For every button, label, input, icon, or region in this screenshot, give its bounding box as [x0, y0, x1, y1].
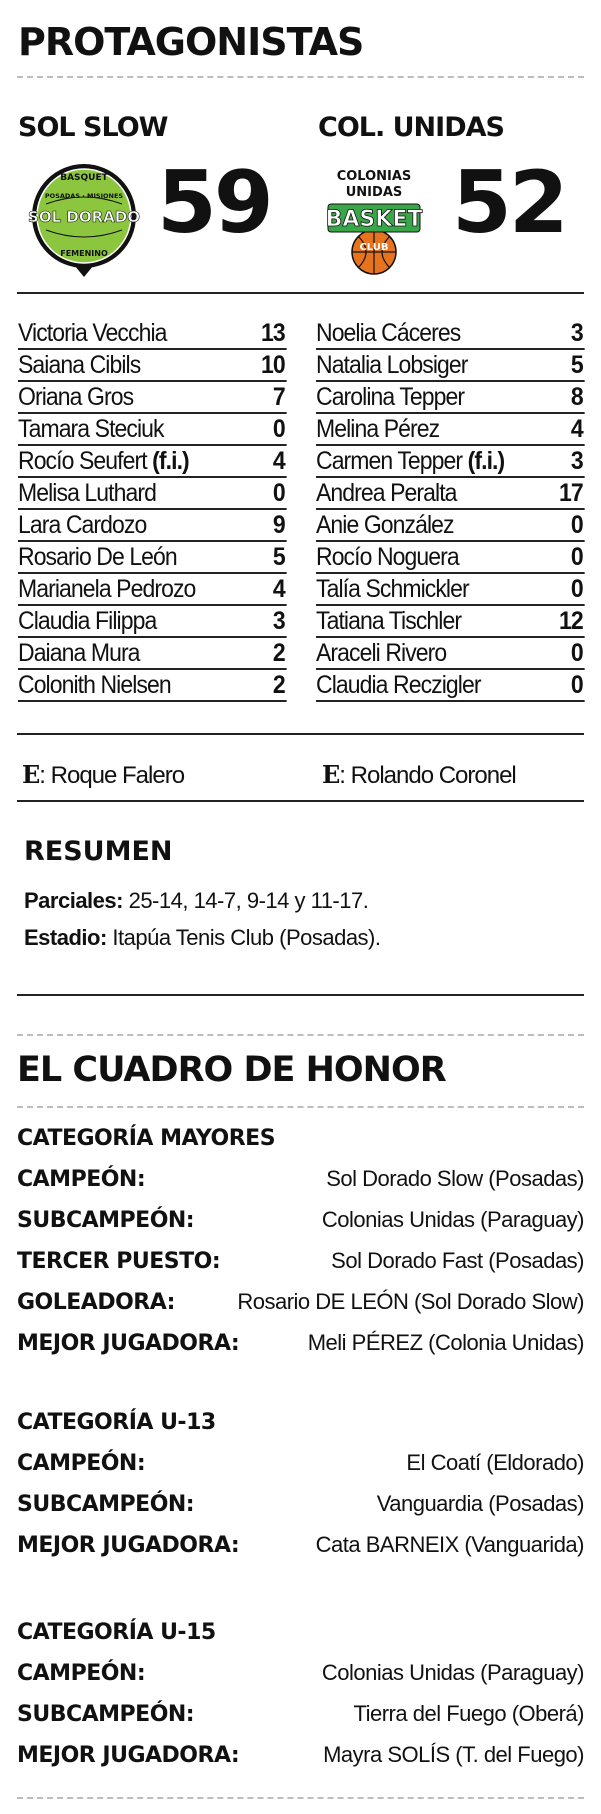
player-points: 3 — [570, 447, 583, 475]
divider — [17, 1797, 584, 1799]
player-row — [316, 414, 585, 446]
honor-title: EL CUADRO DE HONOR — [17, 1050, 446, 1090]
honor-row — [17, 1207, 584, 1245]
player-name: Rocío Seufert — [18, 447, 147, 475]
player-row — [316, 510, 585, 542]
player-name-wrap — [18, 511, 146, 540]
player-name: Colonith Nielsen — [18, 671, 171, 699]
player-name: Natalia Lobsiger — [316, 351, 468, 379]
logo-bottom-text: CLUB — [359, 242, 389, 253]
away-coach — [322, 760, 516, 790]
logo-main-text: BASKET — [325, 207, 423, 232]
player-points: 3 — [272, 607, 285, 635]
player-name-wrap — [316, 383, 464, 412]
player-name-wrap — [316, 447, 504, 476]
player-name: Oriana Gros — [18, 383, 134, 411]
honor-value: Cata BARNEIX (Vanguarida) — [315, 1532, 584, 1557]
category-title: CATEGORÍA MAYORES — [17, 1126, 276, 1151]
player-points: 10 — [261, 351, 285, 379]
sol-dorado-logo — [26, 160, 142, 278]
honor-value: Vanguardia (Posadas) — [376, 1491, 584, 1516]
player-name-wrap — [316, 415, 439, 444]
player-points: 0 — [570, 543, 583, 571]
honor-label: MEJOR JUGADORA: — [17, 1743, 240, 1768]
player-name: Noelia Cáceres — [316, 319, 461, 347]
player-name: Melisa Luthard — [18, 479, 156, 507]
honor-row — [17, 1660, 584, 1698]
away-roster — [316, 318, 585, 702]
honor-value: Meli PÉREZ (Colonia Unidas) — [307, 1330, 584, 1355]
player-row — [18, 670, 287, 702]
player-points: 12 — [559, 607, 583, 635]
honor-value: El Coatí (Eldorado) — [406, 1450, 584, 1475]
honor-row — [17, 1742, 584, 1780]
player-name: Melina Pérez — [316, 415, 440, 443]
player-name-wrap — [18, 319, 167, 348]
player-name: Rocío Noguera — [316, 543, 459, 571]
honor-label: SUBCAMPEÓN: — [17, 1702, 195, 1727]
home-team-name: SOL SLOW — [18, 112, 168, 143]
home-roster — [18, 318, 287, 702]
player-row — [316, 574, 585, 606]
honor-value: Colonias Unidas (Paraguay) — [321, 1207, 584, 1232]
honor-row — [17, 1166, 584, 1204]
player-row — [316, 638, 585, 670]
player-name: Carolina Tepper — [316, 383, 465, 411]
logo-top-text: BASQUET — [60, 173, 108, 183]
parciales-value: 25-14, 14-7, 9-14 y 11-17. — [122, 888, 369, 913]
player-row — [316, 382, 585, 414]
player-name: Lara Cardozo — [18, 511, 147, 539]
player-points: 7 — [272, 383, 285, 411]
player-row — [18, 446, 287, 478]
player-name: Carmen Tepper — [316, 447, 463, 475]
colonias-unidas-logo — [322, 166, 426, 276]
honor-label: CAMPEÓN: — [17, 1451, 146, 1476]
player-name-wrap — [316, 575, 469, 604]
player-row — [18, 350, 287, 382]
logo-line1-text: COLONIAS — [336, 169, 412, 184]
honor-value: Mayra SOLÍS (T. del Fuego) — [323, 1742, 584, 1767]
player-name-wrap — [18, 447, 189, 476]
page-title: PROTAGONISTAS — [18, 20, 364, 64]
divider — [17, 1034, 584, 1036]
honor-label: SUBCAMPEÓN: — [17, 1492, 195, 1517]
player-points: 17 — [559, 479, 583, 507]
player-points: 2 — [272, 671, 285, 699]
player-name-wrap — [18, 671, 171, 700]
player-row — [18, 638, 287, 670]
logo-main-text: SOL DORADO — [28, 208, 140, 226]
honor-label: CAMPEÓN: — [17, 1167, 146, 1192]
player-row — [18, 606, 287, 638]
player-row — [18, 414, 287, 446]
coach-prefix: E — [22, 760, 40, 789]
player-name-wrap — [18, 607, 156, 636]
player-name-wrap — [18, 479, 156, 508]
player-points: 0 — [570, 511, 583, 539]
player-name-wrap — [18, 383, 133, 412]
player-points: 13 — [261, 319, 285, 347]
honor-value: Sol Dorado Fast (Posadas) — [331, 1248, 584, 1273]
logo-line2-text: UNIDAS — [345, 185, 403, 200]
player-name: Rosario De León — [18, 543, 177, 571]
player-name-wrap — [316, 511, 454, 540]
summary-title: RESUMEN — [24, 836, 173, 867]
player-points: 5 — [272, 543, 285, 571]
player-points: 5 — [570, 351, 583, 379]
player-points: 0 — [272, 479, 285, 507]
honor-label: MEJOR JUGADORA: — [17, 1331, 240, 1356]
logo-sub-text: POSADAS · MISIONES — [44, 192, 124, 200]
honor-row — [17, 1532, 584, 1570]
home-score: 59 — [157, 153, 271, 253]
player-name-wrap — [316, 351, 467, 380]
player-name: Talía Schmickler — [316, 575, 469, 603]
player-row — [18, 510, 287, 542]
honor-label: SUBCAMPEÓN: — [17, 1208, 195, 1233]
divider — [17, 76, 584, 78]
player-name: Tatiana Tischler — [316, 607, 462, 635]
divider — [17, 994, 584, 996]
player-name: Anie González — [316, 511, 454, 539]
player-name-wrap — [18, 639, 140, 668]
player-points: 0 — [570, 575, 583, 603]
player-points: 0 — [570, 639, 583, 667]
parciales-label: Parciales: — [24, 888, 123, 913]
divider — [17, 800, 584, 802]
player-row — [316, 318, 585, 350]
player-name-wrap — [316, 543, 459, 572]
player-name: Tamara Steciuk — [18, 415, 164, 443]
player-note: (f.i.) — [152, 447, 189, 475]
away-score: 52 — [452, 153, 566, 253]
player-name: Andrea Peralta — [316, 479, 457, 507]
coach-prefix: E — [322, 760, 340, 789]
player-name: Daiana Mura — [18, 639, 140, 667]
honor-row — [17, 1491, 584, 1529]
home-coach — [22, 760, 184, 790]
player-row — [316, 446, 585, 478]
player-row — [316, 670, 585, 702]
honor-label: GOLEADORA: — [17, 1290, 175, 1315]
honor-row — [17, 1701, 584, 1739]
honor-row — [17, 1289, 584, 1327]
honor-label: CAMPEÓN: — [17, 1661, 146, 1686]
player-row — [316, 606, 585, 638]
player-row — [18, 318, 287, 350]
honor-value: Sol Dorado Slow (Posadas) — [326, 1166, 584, 1191]
coach-name: : Rolando Coronel — [339, 762, 516, 789]
player-row — [18, 574, 287, 606]
player-name-wrap — [316, 671, 481, 700]
player-name-wrap — [316, 479, 457, 508]
player-name-wrap — [316, 639, 446, 668]
player-points: 8 — [570, 383, 583, 411]
honor-value: Colonias Unidas (Paraguay) — [321, 1660, 584, 1685]
player-name: Araceli Rivero — [316, 639, 447, 667]
player-name: Marianela Pedrozo — [18, 575, 196, 603]
divider — [17, 1106, 584, 1108]
player-name: Claudia Reczigler — [316, 671, 481, 699]
estadio-label: Estadio: — [24, 925, 107, 950]
honor-row — [17, 1330, 584, 1368]
honor-label: TERCER PUESTO: — [17, 1249, 221, 1274]
category-title: CATEGORÍA U-13 — [17, 1410, 216, 1435]
player-row — [18, 542, 287, 574]
player-name-wrap — [18, 415, 164, 444]
logo-bottom-text: FEMENINO — [60, 249, 108, 258]
player-points: 4 — [272, 447, 285, 475]
category-title: CATEGORÍA U-15 — [17, 1620, 216, 1645]
honor-value: Tierra del Fuego (Oberá) — [353, 1701, 584, 1726]
summary-estadio — [24, 925, 381, 951]
player-points: 4 — [272, 575, 285, 603]
divider — [17, 292, 584, 294]
estadio-value: Itapúa Tenis Club (Posadas). — [106, 925, 381, 950]
player-points: 0 — [570, 671, 583, 699]
player-name-wrap — [316, 319, 460, 348]
player-name-wrap — [18, 543, 177, 572]
summary-parciales — [24, 888, 368, 914]
honor-label: MEJOR JUGADORA: — [17, 1533, 240, 1558]
player-name-wrap — [316, 607, 461, 636]
player-row — [316, 542, 585, 574]
player-points: 9 — [272, 511, 285, 539]
player-points: 2 — [272, 639, 285, 667]
honor-value: Rosario DE LEÓN (Sol Dorado Slow) — [237, 1289, 584, 1314]
player-note: (f.i.) — [467, 447, 505, 475]
player-name-wrap — [18, 575, 195, 604]
player-row — [18, 478, 287, 510]
player-name: Saiana Cibils — [18, 351, 141, 379]
player-points: 0 — [272, 415, 285, 443]
player-points: 3 — [570, 319, 583, 347]
player-name-wrap — [18, 351, 140, 380]
divider — [17, 733, 584, 735]
player-points: 4 — [570, 415, 583, 443]
honor-row — [17, 1248, 584, 1286]
away-team-name: COL. UNIDAS — [318, 112, 504, 143]
player-row — [18, 382, 287, 414]
player-name: Claudia Filippa — [18, 607, 157, 635]
honor-row — [17, 1450, 584, 1488]
coach-name: : Roque Falero — [39, 762, 185, 789]
player-row — [316, 478, 585, 510]
player-row — [316, 350, 585, 382]
player-name: Victoria Vecchia — [18, 319, 167, 347]
